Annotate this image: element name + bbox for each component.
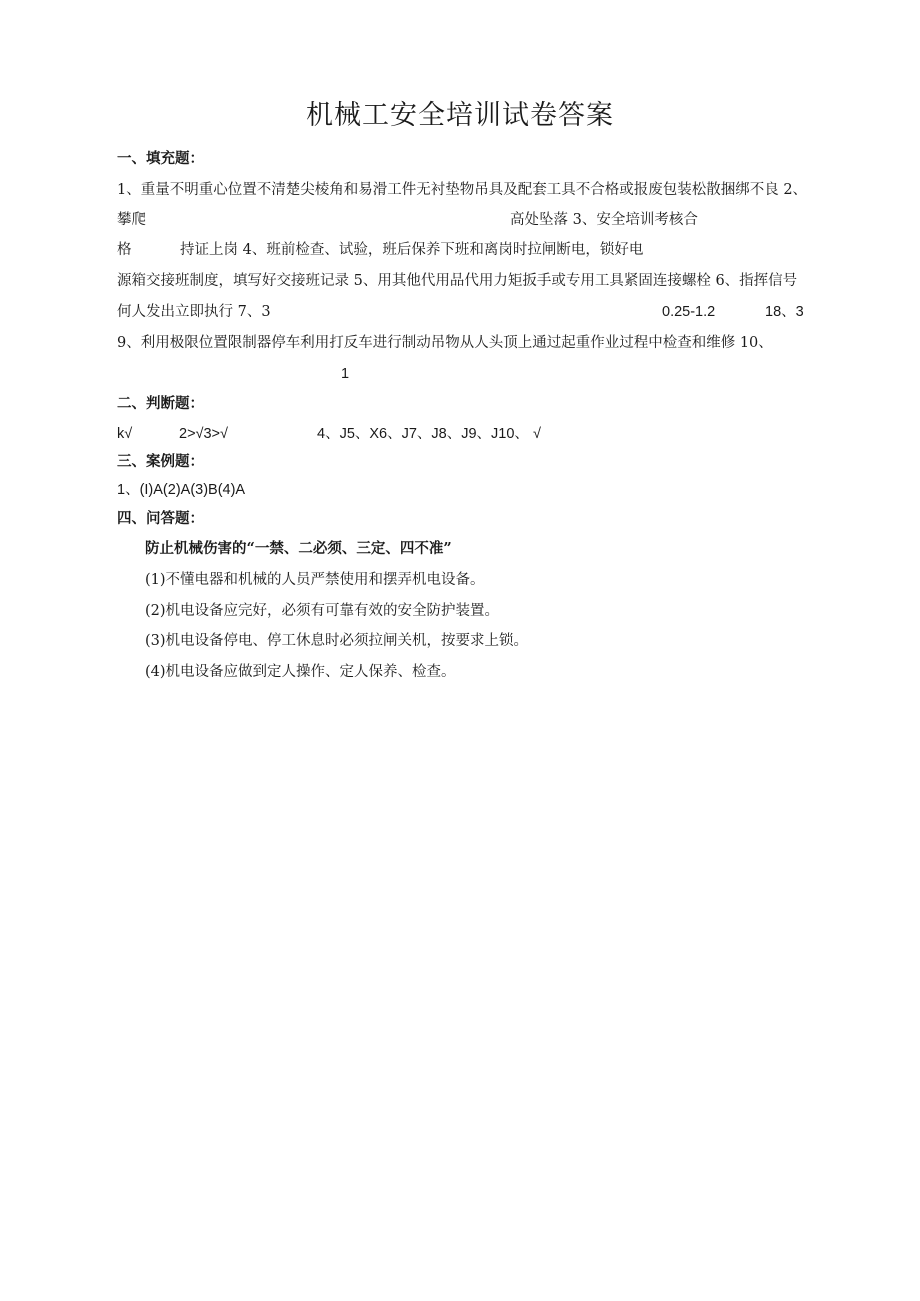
true-false-part-c: 4、J5、X6、J7、J8、J9、J10、 √: [317, 426, 541, 442]
qa-item-4: (4)机电设备应做到定人操作、定人保养、检查。: [145, 664, 456, 680]
fill-answer-line-5-part-c: 18、3: [765, 304, 804, 320]
qa-item-2: (2)机电设备应完好，必须有可靠有效的安全防护装置。: [145, 603, 500, 619]
fill-answer-line-2: [0, 210, 920, 230]
case-study-answer: 1、(I)A(2)A(3)B(4)A: [117, 482, 246, 498]
qa-subheading: 防止机械伤害的“一禁、二必须、三定、四不准”: [145, 540, 452, 557]
fill-answer-line-4: 源箱交接班制度，填写好交接班记录 5、用其他代用品代用力矩扳手或专用工具紧固连接螺栓 6、指挥信号: [117, 273, 798, 289]
true-false-part-b: 2>√3>√: [179, 426, 228, 442]
qa-item-3: (3)机电设备停电、停工休息时必须拉闸关机，按要求上锁。: [145, 633, 529, 649]
section-heading-fill-in: 一、填充题：: [117, 150, 204, 167]
fill-answer-line-2-part-b: 高处坠落 3、安全培训考核合: [510, 212, 698, 228]
fill-answer-line-3-part-b: 持证上岗 4、班前检查、试验，班后保养下班和离岗时拉闸断电，锁好电: [180, 242, 644, 258]
true-false-answers: [0, 424, 920, 444]
fill-answer-line-6: 9、利用极限位置限制器停车利用打反车进行制动吊物从人头顶上通过起重作业过程中检查和维修 10、: [117, 335, 773, 351]
fill-answer-line-2-part-a: 攀爬: [117, 212, 146, 228]
fill-answer-line-3: [0, 240, 920, 260]
fill-answer-line-5-part-b: 0.25-1.2: [662, 304, 716, 320]
page-title: 机械工安全培训试卷答案: [306, 100, 614, 131]
qa-item-1: (1)不懂电器和机械的人员严禁使用和摆弄机电设备。: [145, 572, 485, 588]
fill-answer-line-5: [0, 302, 920, 322]
fill-answer-line-1: 1、重量不明重心位置不清楚尖棱角和易滑工件无衬垫物吊具及配套工具不合格或报废包装松散捆绑不良 2、: [117, 182, 808, 198]
fill-answer-line-3-part-a: 格: [117, 242, 132, 258]
section-heading-case-study: 三、案例题：: [117, 453, 204, 470]
section-heading-true-false: 二、判断题：: [117, 395, 204, 412]
true-false-part-a: k√: [117, 426, 133, 442]
fill-answer-line-5-part-a: 何人发出立即执行 7、3: [117, 304, 271, 320]
section-heading-qa: 四、问答题：: [117, 510, 204, 527]
fill-answer-line-7: 1: [341, 366, 350, 382]
